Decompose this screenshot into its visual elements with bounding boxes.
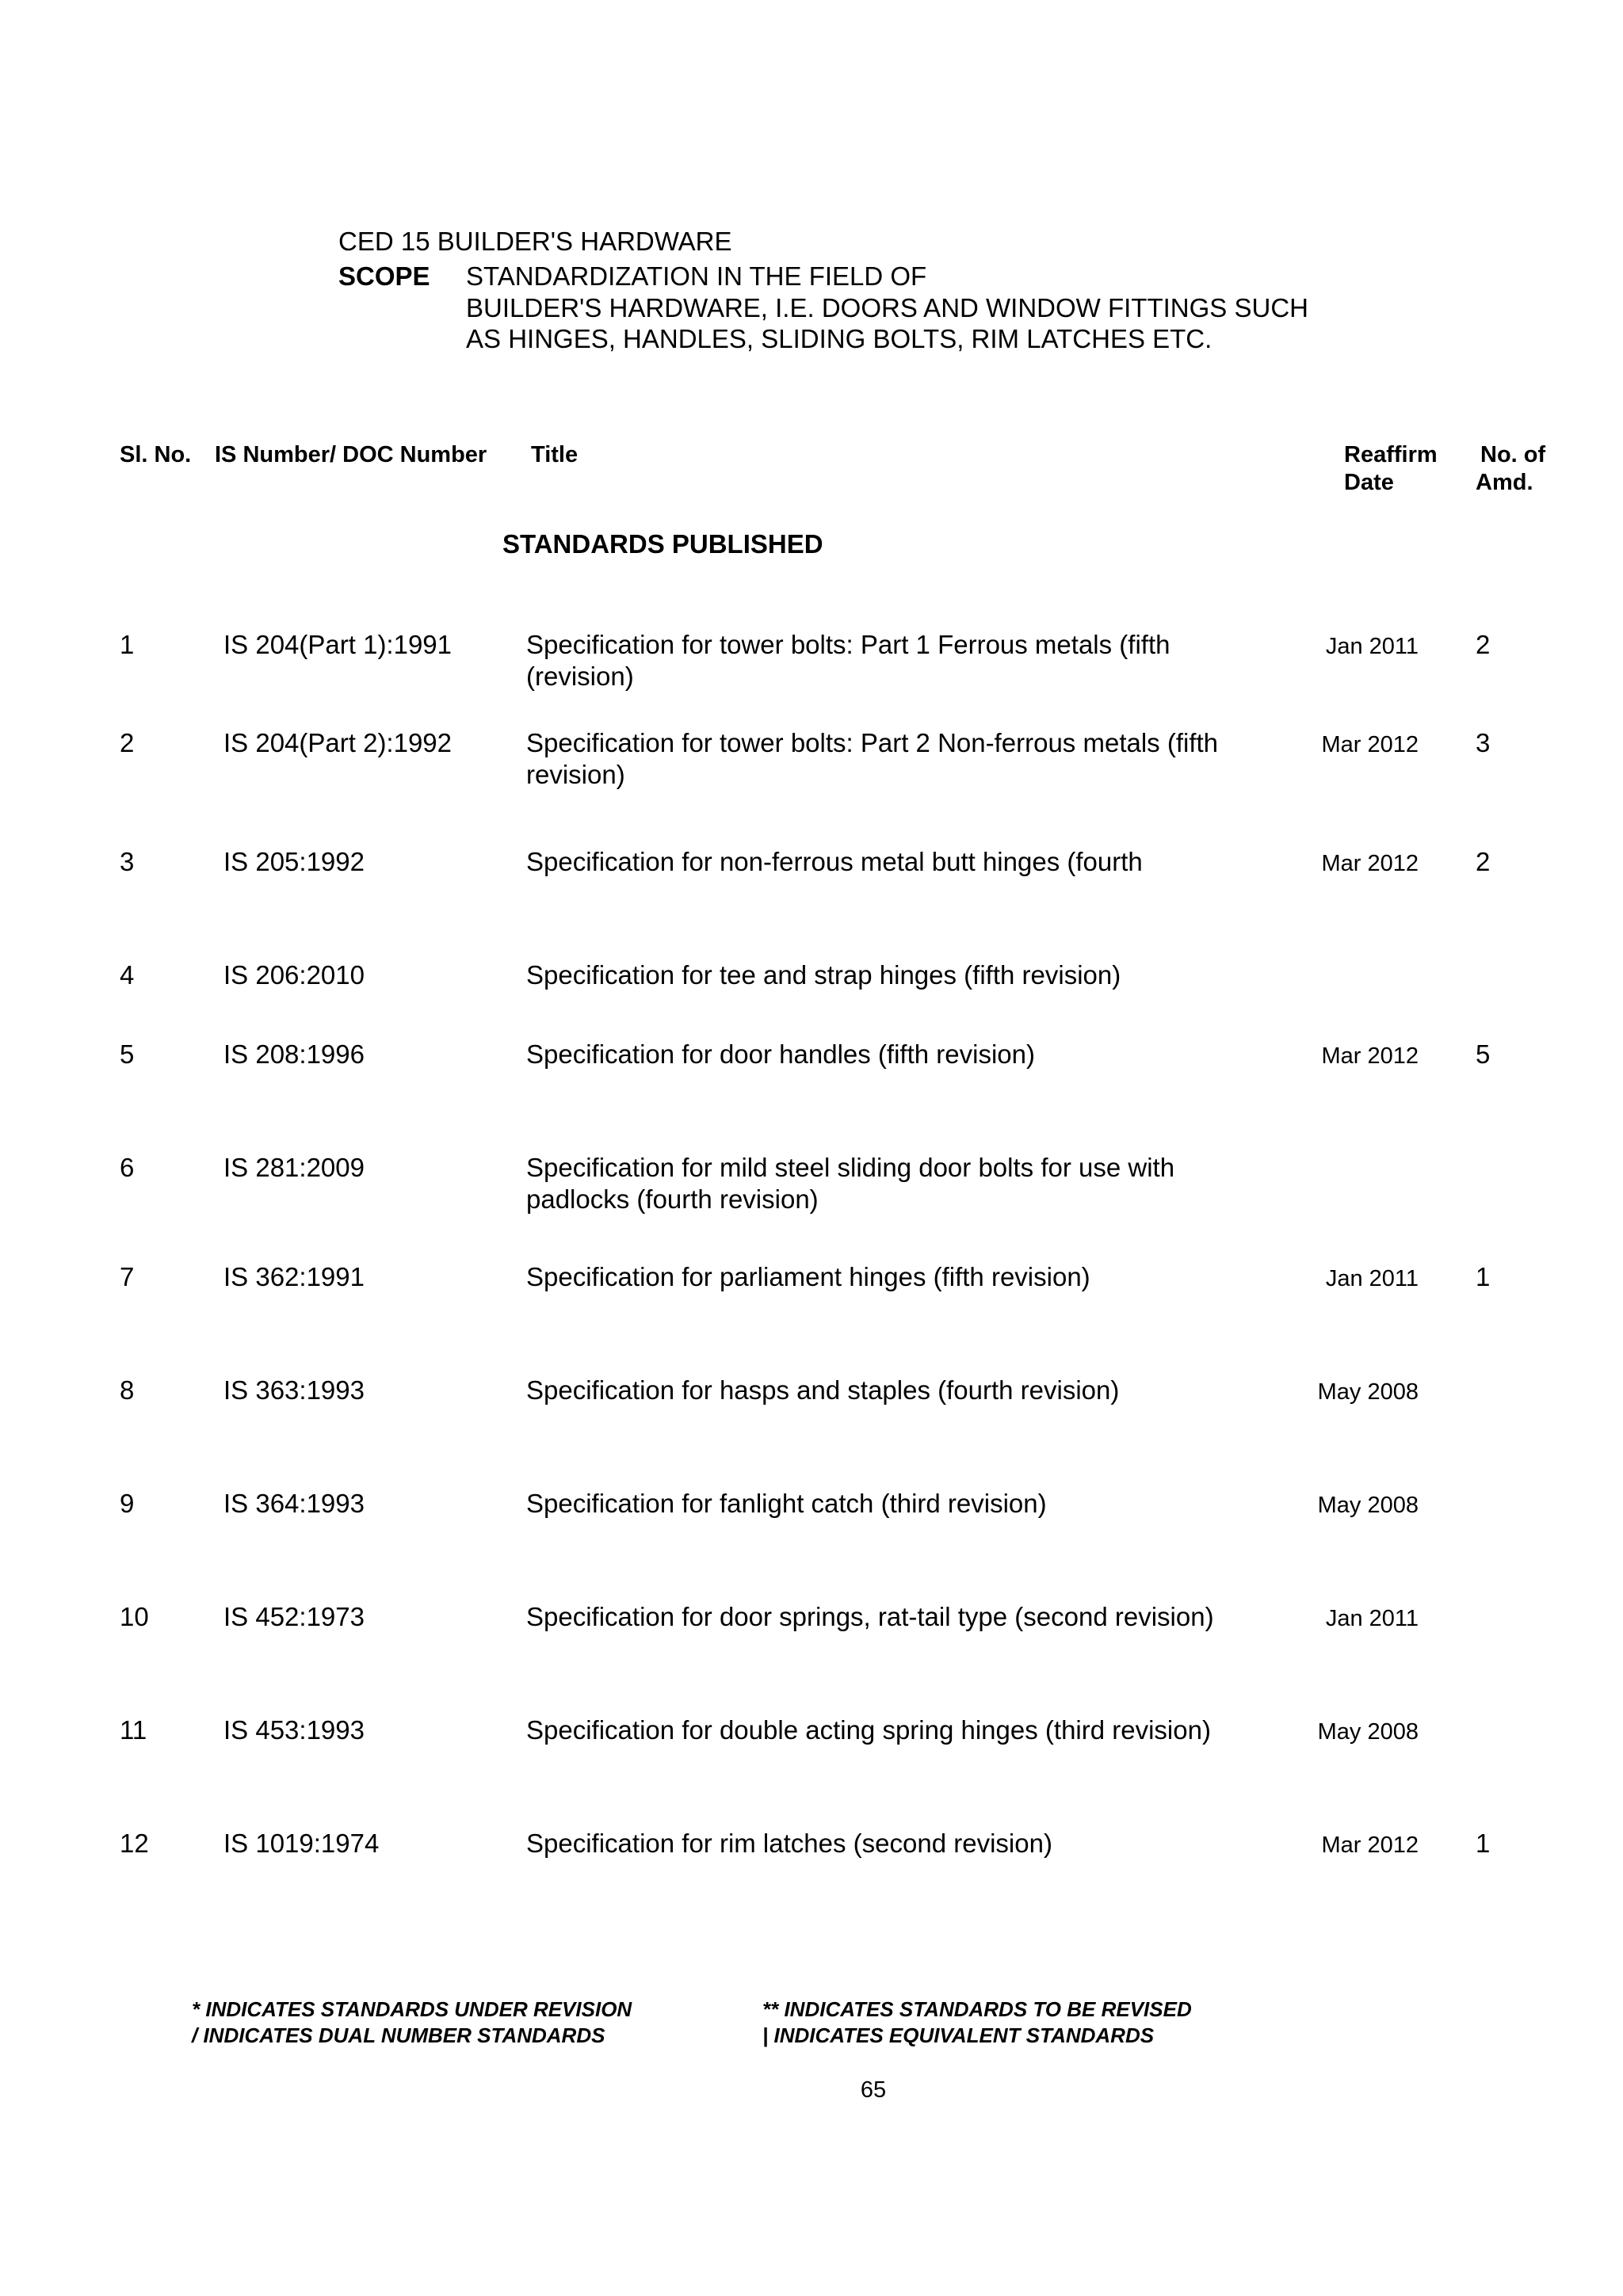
row-is-number: IS 1019:1974 [223, 1829, 380, 1858]
legend-dual-number: / INDICATES DUAL NUMBER STANDARDS [192, 2023, 605, 2047]
row-amd-count: 1 [1476, 1262, 1491, 1291]
header-sl-no: Sl. No. [120, 442, 192, 467]
row-title: Specification for tee and strap hinges (fifth revision) [526, 960, 1121, 990]
row-sl-no: 10 [120, 1602, 149, 1631]
row-title: Specification for parliament hinges (fifth revision) [526, 1262, 1090, 1291]
scope-label: SCOPE [338, 261, 430, 291]
row-amd-count: 2 [1476, 847, 1491, 876]
legend-under-revision: * INDICATES STANDARDS UNDER REVISION [192, 1997, 632, 2021]
row-reaffirm-date: Jan 2011 [1325, 1266, 1419, 1291]
row-sl-no: 4 [120, 960, 135, 990]
row-is-number: IS 204(Part 2):1992 [223, 728, 453, 757]
row-is-number: IS 363:1993 [223, 1375, 365, 1405]
row-title: Specification for non-ferrous metal butt hinges (fourth [526, 847, 1143, 876]
row-sl-no: 3 [120, 847, 135, 876]
row-is-number: IS 452:1973 [223, 1602, 365, 1631]
row-is-number: IS 362:1991 [223, 1262, 365, 1291]
row-title: Specification for rim latches (second revision) [526, 1829, 1052, 1858]
row-sl-no: 11 [120, 1715, 147, 1745]
row-sl-no: 8 [120, 1375, 135, 1405]
page-number: 65 [860, 2077, 887, 2103]
row-title: Specification for fanlight catch (third revision) [526, 1489, 1047, 1518]
row-reaffirm-date: May 2008 [1317, 1493, 1419, 1518]
scope-line-1: STANDARDIZATION IN THE FIELD OF [466, 261, 927, 291]
row-reaffirm-date: Jan 2011 [1325, 1606, 1419, 1631]
row-sl-no: 9 [120, 1489, 135, 1518]
row-is-number: IS 281:2009 [223, 1153, 365, 1182]
row-title: Specification for door springs, rat-tail type (second revision) [526, 1602, 1214, 1631]
scope-line-2: BUILDER'S HARDWARE, I.E. DOORS AND WINDOW FITTINGS SUCH [466, 293, 1308, 322]
header-is-number: IS Number/ DOC Number [215, 442, 487, 467]
row-sl-no: 5 [120, 1039, 135, 1069]
row-title: Specification for double acting spring hinges (third revision) [526, 1715, 1211, 1745]
row-is-number: IS 453:1993 [223, 1715, 365, 1745]
scope-line-3: AS HINGES, HANDLES, SLIDING BOLTS, RIM LATCHES ETC. [466, 324, 1212, 353]
row-reaffirm-date: Mar 2012 [1321, 732, 1419, 757]
section-title: STANDARDS PUBLISHED [502, 529, 823, 559]
row-title: Specification for tower bolts: Part 1 Ferrous metals (fifth (revision) [526, 630, 1170, 691]
row-sl-no: 1 [120, 630, 135, 659]
header-reaffirm: Reaffirm [1344, 442, 1438, 467]
row-is-number: IS 205:1992 [223, 847, 365, 876]
row-is-number: IS 206:2010 [223, 960, 365, 990]
row-sl-no: 6 [120, 1153, 135, 1182]
legend-to-be-revised: ** INDICATES STANDARDS TO BE REVISED [762, 1997, 1192, 2021]
legend-equivalent: | INDICATES EQUIVALENT STANDARDS [762, 2023, 1155, 2047]
row-amd-count: 3 [1476, 728, 1491, 757]
row-amd-count: 2 [1476, 630, 1491, 659]
row-reaffirm-date: May 2008 [1317, 1379, 1419, 1405]
row-reaffirm-date: Mar 2012 [1321, 851, 1419, 876]
header-title: Title [531, 442, 579, 467]
row-is-number: IS 208:1996 [223, 1039, 365, 1069]
committee-heading: CED 15 BUILDER'S HARDWARE [338, 227, 732, 256]
row-title: Specification for hasps and staples (fourth revision) [526, 1375, 1120, 1405]
row-title: Specification for tower bolts: Part 2 Non-ferrous metals (fifth revision) [526, 728, 1219, 789]
row-is-number: IS 364:1993 [223, 1489, 365, 1518]
header-amd: Amd. [1476, 470, 1533, 495]
row-reaffirm-date: Jan 2011 [1325, 634, 1419, 659]
row-reaffirm-date: Mar 2012 [1321, 1833, 1419, 1858]
row-reaffirm-date: May 2008 [1317, 1719, 1419, 1745]
row-sl-no: 2 [120, 728, 135, 757]
row-sl-no: 7 [120, 1262, 135, 1291]
header-amd-count: No. of [1480, 442, 1546, 467]
row-title: Specification for mild steel sliding door bolts for use with padlocks (fourth revision) [526, 1153, 1175, 1214]
row-amd-count: 5 [1476, 1039, 1491, 1069]
row-title: Specification for door handles (fifth revision) [526, 1039, 1035, 1069]
row-reaffirm-date: Mar 2012 [1321, 1043, 1419, 1069]
row-is-number: IS 204(Part 1):1991 [223, 630, 453, 659]
header-reaffirm-date: Date [1344, 470, 1394, 495]
row-amd-count: 1 [1476, 1829, 1491, 1858]
row-sl-no: 12 [120, 1829, 149, 1858]
